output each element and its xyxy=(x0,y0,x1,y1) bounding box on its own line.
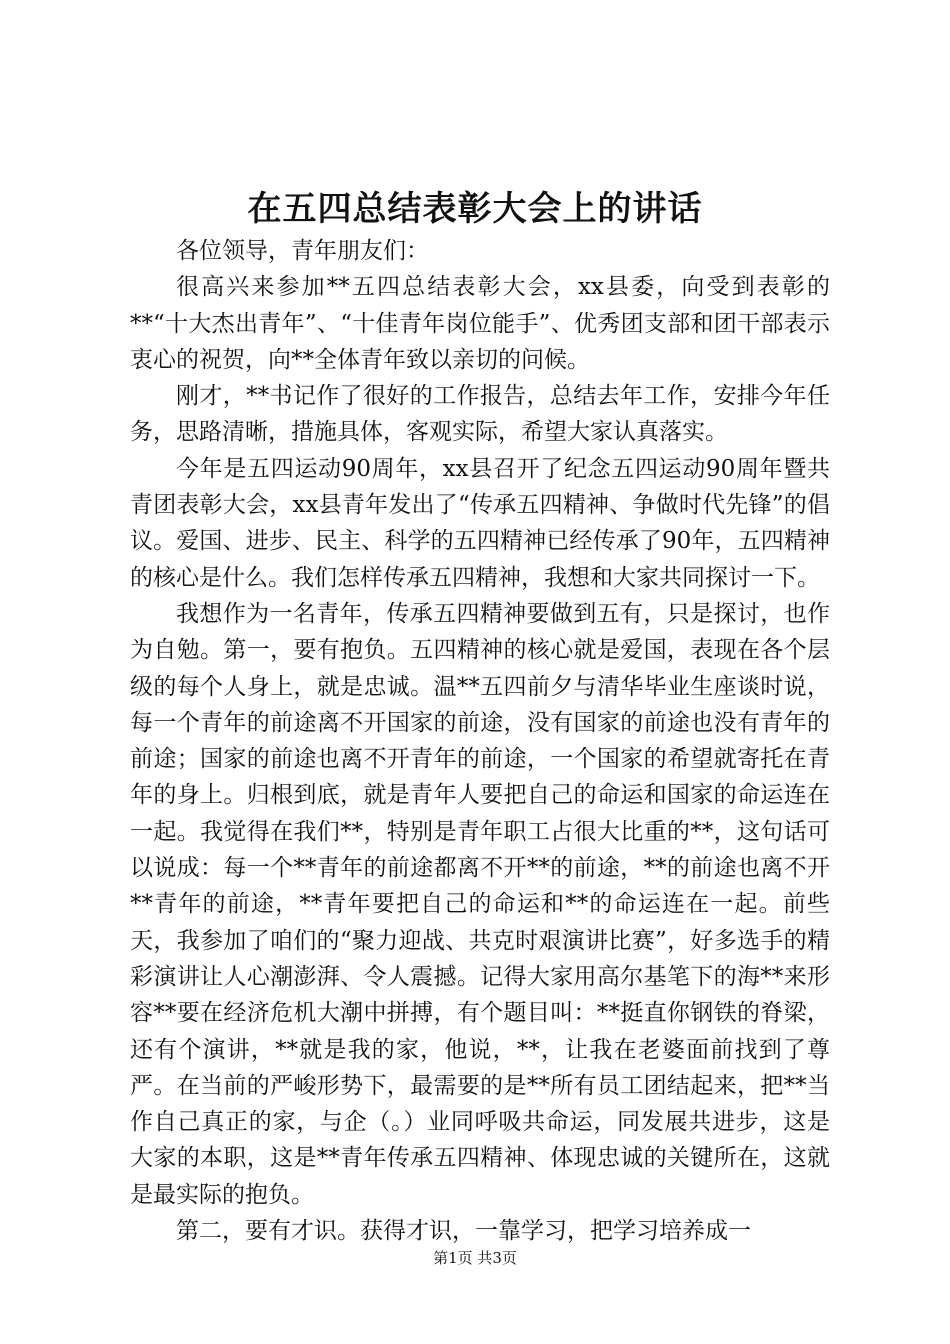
paragraph-greeting: 各位领导，青年朋友们： xyxy=(176,238,429,264)
document-body xyxy=(130,233,830,1249)
paragraph: 第二，要有才识。获得才识，一靠学习，把学习培养成一 xyxy=(176,1218,751,1245)
paragraph: 刚才，**书记作了很好的工作报告，总结去年工作，安排今年任务，思路清晰，措施具体，客观实际，希望大家认真落实。 xyxy=(130,383,830,446)
paragraph: 很高兴来参加**五四总结表彰大会，xx县委，向受到表彰的**“十大杰出青年”、“十佳青年岗位能手”、优秀团支部和团干部表示衷心的祝贺，向**全体青年致以亲切的问候。 xyxy=(130,274,830,373)
paragraph: 我想作为一名青年，传承五四精神要做到五有，只是探讨，也作为自勉。第一，要有抱负。五四精神的核心就是爱国，表现在各个层级的每个人身上，就是忠诚。温**五四前夕与清华毕业生座谈时说，每一个青年的前途离不开国家的前途，没有国家的前途也没有青年的前途；国家的前途也离不开青年的前途，一个国家的希望就寄托在青年的身上。归根到底，就是青年人要把自己的命运和国家的命运连在一起。我觉得在我们**，特别是青年职工占很大比重的**，这句话可以说成：每一个**青年的前途都离不开**的前途，**的前途也离不开**青年的前途，**青年要把自己的命运和**的命运连在一起。前些天，我参加了咱们的“聚力迎战、共克时艰演讲比赛”，好多选手的精彩演讲让人心潮澎湃、令人震撼。记得大家用高尔基笔下的海**来形容**要在经济危机大潮中拼搏，有个题目叫：**挺直你钢铁的脊梁，还有个演讲，**就是我的家，他说，**，让我在老婆面前找到了尊严。在当前的严峻形势下，最需要的是**所有员工团结起来，把**当作自己真正的家，与企（。）业同呼吸共命运，同发展共进步，这是大家的本职，这是**青年传承五四精神、体现忠诚的关键所在，这就是最实际的抱负。 xyxy=(130,600,830,1208)
page-footer: 第1页 共3页 xyxy=(433,1249,517,1267)
document-title: 在五四总结表彰大会上的讲话 xyxy=(247,189,703,229)
paragraph: 今年是五四运动90周年，xx县召开了纪念五四运动90周年暨共青团表彰大会，xx县青年发出了“传承五四精神、争做时代先锋”的倡议。爱国、进步、民主、科学的五四精神已经传承了90年，五四精神的核心是什么。我们怎样传承五四精神，我想和大家共同探讨一下。 xyxy=(130,455,830,591)
